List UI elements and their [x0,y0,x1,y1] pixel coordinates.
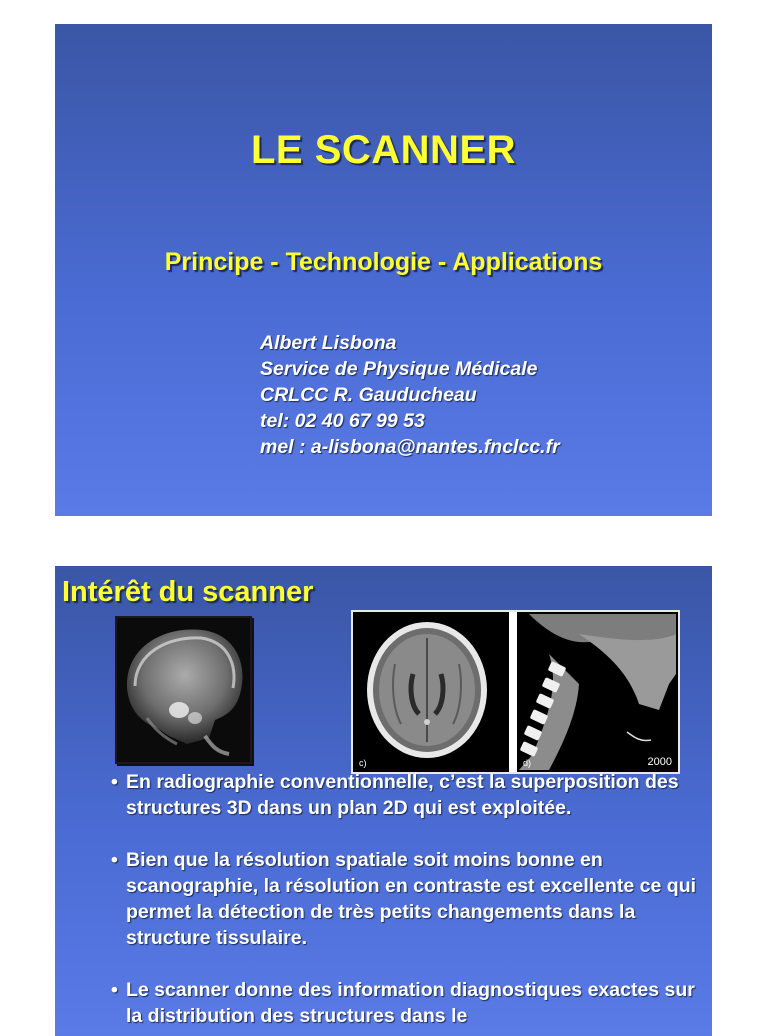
title-slide [55,24,712,516]
bullet-dot-icon: • [111,849,118,871]
author-institution: CRLCC R. Gauducheau [260,384,477,406]
skull-xray-image [115,616,252,764]
brain-ct-image [355,614,507,770]
content-slide [55,566,712,1036]
author-block [260,330,560,460]
bullet-item [111,769,707,821]
ct-scan-figure [351,610,680,774]
figure-year: 2000 [647,756,672,768]
bullet-list [111,769,707,1036]
spine-ct-image [519,614,676,770]
slide-title: Intérêt du scanner [62,576,314,608]
author-name: Albert Lisbona [260,332,397,354]
author-email: mel : a-lisbona@nantes.fnclcc.fr [260,436,560,458]
bullet-dot-icon: • [111,771,118,793]
author-department: Service de Physique Médicale [260,358,538,380]
bullet-text: Bien que la résolution spatiale soit moins bonne en scanographie, la résolution en contraste est excellente ce qui permet la détection de très petits changements dans la structure tissulaire. [126,849,697,949]
slide-title: LE SCANNER [250,128,517,172]
figure-label-c: c) [359,758,367,768]
bullet-item [111,977,707,1029]
figure-divider [509,612,517,772]
bullet-dot-icon: • [111,979,118,1001]
bullet-text: En radiographie conventionnelle, c’est la superposition des structures 3D dans un plan 2D qui est exploitée. [126,771,679,819]
author-phone: tel: 02 40 67 99 53 [260,410,425,432]
bullet-text: Le scanner donne des information diagnostiques exactes sur la distribution des structures dans le [126,979,695,1027]
figure-label-d: d) [523,758,532,768]
slide-subtitle: Principe - Technologie - Applications [164,248,603,276]
bullet-item [111,847,707,951]
